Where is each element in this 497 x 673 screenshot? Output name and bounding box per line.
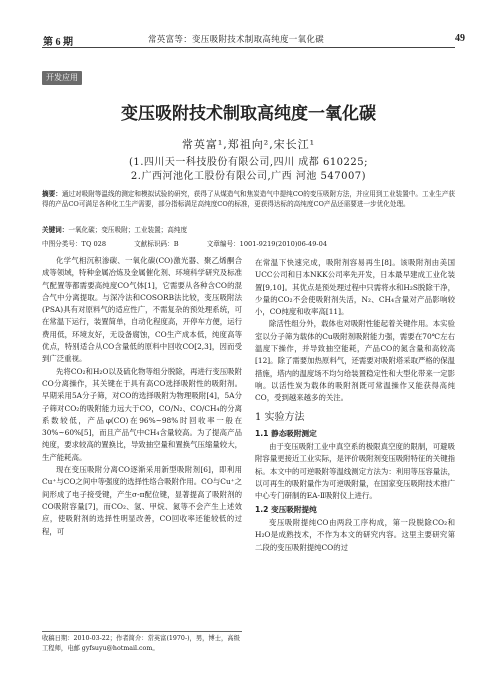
section-heading: 1 实验方法 [255,411,305,423]
body-paragraph: 由于变压吸附工业中真空系的极限真空度的限制，可避吸附容量更接近工业实际，是评价吸附剂变压吸附特征的关键指标。本文中的可逆吸附等温线测定方法为：利用等压容量法，以可再生的吸附量作为可逆吸附量，在国家变压吸附技术推广中心专门研制的EA-Ⅱ吸附仪上进行。 [255,442,455,501]
right-column [255,257,455,554]
article-title: 变压吸附技术制取高纯度一氧化碳 [121,104,376,124]
header-rule [42,47,455,48]
keywords-text: 一氧化碳；变压吸附；工业装置；高纯度 [68,226,188,234]
page-number: 49 [455,33,465,44]
affiliation-1: (1.四川天一科技股份有限公司,四川 成都 610225; [128,157,369,168]
abstract-label: 摘要： [42,190,62,198]
keywords [42,224,187,234]
body-paragraph: 在常温下快速完成，吸附剂容易再生[8]。该吸附剂由美国UCC公司和日本NKK公司率先开发，日本最早建成工业化装置[9,10]。其优点是预处理过程中只需将水和H₂S脱除干净，少量的CO₂不会使吸附剂失活，N₂、CH₄含量对产品影响较小，CO纯度和收率高[11]。 [255,258,455,317]
authors: 常英富¹,郑祖向²,宋长江¹ [181,138,316,151]
body-paragraph: 变压吸附提纯CO由两段工序构成，第一段脱除CO₂和H₂O是成熟技术，不作为本文的研究内容。这里主要研究第二段的变压吸附提纯CO的过 [255,517,455,552]
page-header [0,0,497,48]
document-code: 文献标识码：B [134,240,179,248]
issue-number: 第 6 期 [43,37,73,48]
keywords-label: 关键词： [42,226,69,234]
abstract-text: 通过对吸附等温线的测定和模拟试验的研究，获得了从煤造气和焦炭造气中提纯CO的变压吸附方法，并应用到工业装置中。工业生产获得的产品CO可满足各种化工生产需要，部分指标满足高纯度CO的标准，更获得达标的高纯度CO产品还需要进一步优化处理。 [42,190,456,208]
body-paragraph: 除活性组分外，载体也对吸附性能起着关键作用。本实验室以分子筛为载体的Cu吸附剂吸附能力强，需要在70℃左右温度下操作，并导致抽空能耗，产品CO的氮含量和高较高[12]。除了需要加热原料气，还需要对吸附塔采取严格的保温措施，塔内的温度场不均匀给装置稳定性和大型化带来一定影响。以活性炭为载体的吸附剂既可常温操作又能获得高纯CO，受到越来越多的关注。 [255,319,455,403]
clc-number: 中图分类号：TQ 028 [42,240,107,248]
left-column [42,255,242,538]
subsection-heading: 1.2 变压吸附提纯 [255,504,317,514]
article-number: 文章编号：1001-9219(2010)06-49-04 [206,240,328,248]
body-paragraph: 化学气相沉积渗碳、一氧化碳(CO)激光器、聚乙烯酮合成等领域，特种金属冶炼及金属催化剂、环境科学研究及标准气配置等都需要高纯度CO气体[1]，它需要从各种含CO的混合气中分离提取。与深冷法和COSORB法比较，变压吸附法(PSA)具有对原料气的适应性广，不需复杂的预处理系统，可在常温下运行，装置简单，自动化程度高，开停车方便，运行费用低，环境友好，无设备腐蚀，CO生产成本低，纯度高等优点，特别适合从CO含量低的原料中回收CO[2,3]，因而受到广泛重视。 [42,256,242,364]
classification-line [42,238,455,248]
abstract [42,189,455,209]
category-badge: 开发应用 [42,71,82,85]
running-title: 常英富等：变压吸附技术制取高纯度一氧化碳 [148,34,325,44]
subsection-heading: 1.1 静态吸附测定 [255,428,317,438]
body-paragraph: 现在变压吸附分离CO逐渐采用新型吸附剂[6]，即利用Cu⁺与CO之间中等强度的选择性络合吸附作用。CO与Cu⁺之间形成了电子接受键，产生σ-π配位键，显著提高了吸附剂的CO吸附容量[7]，而CO₂、氢、甲烷、氮等不会产生上述效应，使吸附剂的选择性明显改善，CO回收率还能较低的过程，可 [42,465,242,536]
affiliation-2: 2.广西河池化工股份有限公司,广西 河池 547007) [130,171,367,182]
body-paragraph: 先将CO₂和H₂O以及硫化物等组分脱除，再进行变压吸附CO分离操作，其关键在于具有高CO选择吸附性的吸附剂。早期采用5A分子筛，对CO的选择吸附为物理吸附[4]，5A分子筛对CO₂的吸附能力远大于CO，CO/N₂、CO/CH₄的分离系数较低，产品φ(CO)在96%~98%时回收率一般在30%~60%[5]，而且产品气中CH₄含量较高。为了提高产品纯度，要求较高的置换比，导致抽空量和置换气压缩量较大，生产能耗高。 [42,366,242,462]
footnote: 收稿日期：2010-03-22；作者简介：常英富(1970-)，男，博士，高级工程师，电邮 gyfsuyu@hotmail.com。 [42,631,242,654]
